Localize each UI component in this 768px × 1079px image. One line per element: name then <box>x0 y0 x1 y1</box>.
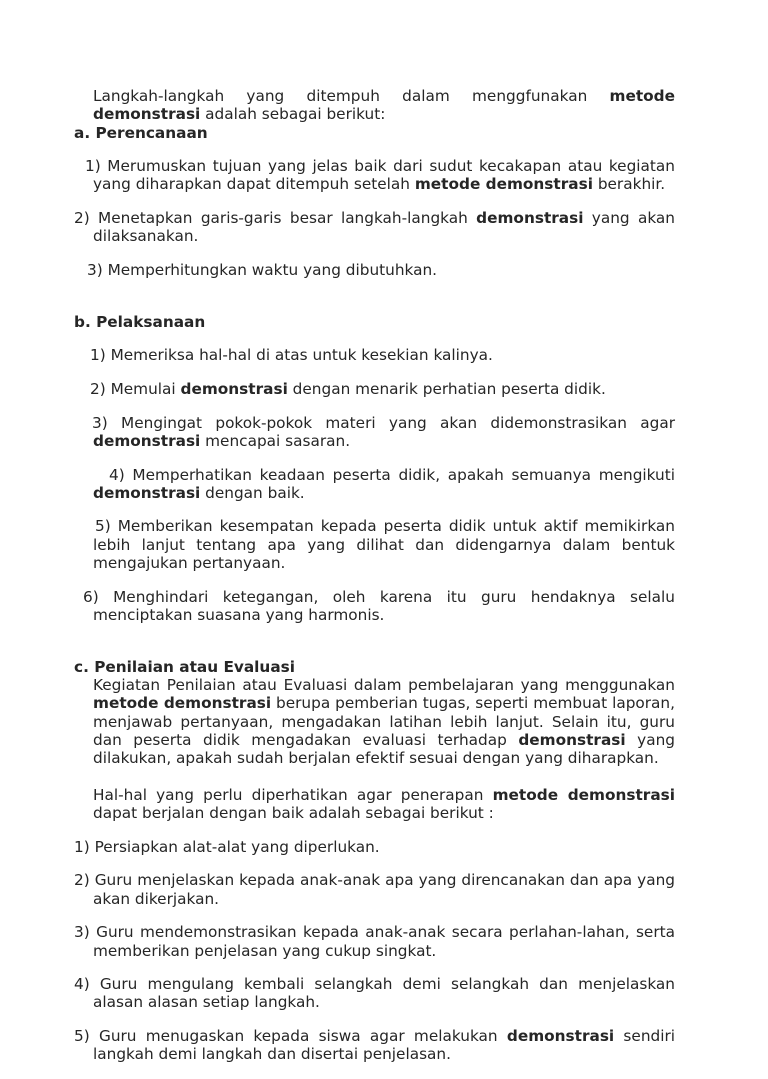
item-text: 1) Memeriksa hal-hal di atas untuk kesekian kalinya. <box>90 346 493 365</box>
intro-paragraph <box>74 87 675 124</box>
notes-intro-paragraph <box>74 786 675 823</box>
item-bold: demonstrasi <box>93 483 201 502</box>
section-b-item-3 <box>74 414 675 451</box>
item-text: 5) Memberikan kesempatan kepada peserta didik untuk aktif memikirkan lebih lanjut tentang apa yang dilihat dan didengarnya dalam bentuk mengajukan pertanyaan. <box>93 517 675 573</box>
item-text-end: mencapai sasaran. <box>200 431 351 450</box>
item-text: 5) Guru menugaskan kepada siswa agar melakukan <box>74 1027 507 1046</box>
section-a-item-2 <box>74 209 675 246</box>
item-text: 3) Mengingat pokok-pokok materi yang akan didemonstrasikan agar <box>92 413 675 432</box>
item-text: 4) Guru mengulang kembali selangkah demi selangkah dan menjelaskan alasan alasan setiap langkah. <box>74 975 675 1012</box>
item-text: 3) Guru mendemonstrasikan kepada anak-anak secara perlahan-lahan, serta memberikan penjelasan yang cukup singkat. <box>74 923 675 960</box>
paragraph-bold: metode demonstrasi <box>492 785 675 804</box>
section-b-item-5 <box>74 517 675 572</box>
item-text: 6) Menghindari ketegangan, oleh karena itu guru hendaknya selalu menciptakan suasana yang harmonis. <box>83 587 675 624</box>
document-body <box>74 87 675 1079</box>
section-c-paragraph <box>74 676 675 767</box>
section-a-item-3 <box>74 261 675 279</box>
item-text-end: dengan menarik perhatian peserta didik. <box>287 380 606 399</box>
paragraph-bold: metode demonstrasi <box>93 694 272 713</box>
notes-item-1 <box>74 838 675 856</box>
paragraph-text-end: dapat berjalan dengan baik adalah sebagai berikut : <box>93 804 494 823</box>
section-b-item-1 <box>74 346 675 364</box>
item-text: 2) Memulai <box>90 380 181 399</box>
notes-item-5 <box>74 1027 675 1064</box>
item-bold: demonstrasi <box>93 431 201 450</box>
section-b-heading: b. Pelaksanaan <box>74 312 206 331</box>
item-text: 1) Persiapkan alat-alat yang diperlukan. <box>74 837 380 856</box>
spacer <box>74 295 675 313</box>
item-bold: demonstrasi <box>180 380 288 399</box>
spacer <box>74 640 675 658</box>
intro-text: Langkah-langkah yang ditempuh dalam menggfunakan <box>93 87 610 105</box>
item-text-end: yang akan dilaksanakan. <box>93 209 675 246</box>
intro-text-end: adalah sebagai berikut: <box>200 105 386 124</box>
item-text-end: berakhir. <box>592 175 666 194</box>
item-text-end: dengan baik. <box>200 483 305 502</box>
item-text: 2) Guru menjelaskan kepada anak-anak apa yang direncanakan dan apa yang akan dikerjakan. <box>74 871 675 908</box>
section-b-item-2 <box>74 380 675 398</box>
item-text: 1) Merumuskan tujuan yang jelas baik dari sudut kecakapan atau kegiatan yang diharapkan dapat ditempuh setelah <box>85 157 675 194</box>
item-text: 4) Memperhatikan keadaan peserta didik, apakah semuanya mengikuti <box>109 465 675 484</box>
notes-item-2 <box>74 871 675 908</box>
item-bold: demonstrasi <box>476 209 584 228</box>
intro-bold: metode demonstrasi <box>93 87 675 124</box>
item-text-end: sendiri langkah demi langkah dan disertai penjelasan. <box>93 1027 676 1064</box>
paragraph-bold: demonstrasi <box>518 730 626 749</box>
paragraph-text: Kegiatan Penilaian atau Evaluasi dalam pembelajaran yang menggunakan <box>93 676 675 695</box>
paragraph-text-end: yang dilakukan, apakah sudah berjalan efektif sesuai dengan yang diharapkan. <box>93 730 675 768</box>
item-text: 2) Menetapkan garis-garis besar langkah-langkah <box>74 209 477 228</box>
section-a-item-1 <box>74 157 675 194</box>
section-c-heading: c. Penilaian atau Evaluasi <box>74 657 295 676</box>
notes-item-4 <box>74 975 675 1012</box>
item-bold: demonstrasi <box>506 1027 615 1046</box>
section-a-heading: a. Perencanaan <box>74 123 208 142</box>
item-bold: metode demonstrasi <box>414 175 593 194</box>
paragraph-text: berupa pemberian tugas, seperti membuat laporan, menjawab pertanyaan, mengadakan latihan lebih lanjut. Selain itu, guru dan peserta didik mengadakan evaluasi terhadap <box>93 694 675 749</box>
section-b-item-6 <box>74 588 675 625</box>
spacer <box>74 768 675 786</box>
paragraph-text: Hal-hal yang perlu diperhatikan agar penerapan <box>93 785 493 804</box>
notes-item-3 <box>74 923 675 960</box>
item-text: 3) Memperhitungkan waktu yang dibutuhkan. <box>87 260 438 279</box>
section-b-item-4 <box>74 466 675 503</box>
